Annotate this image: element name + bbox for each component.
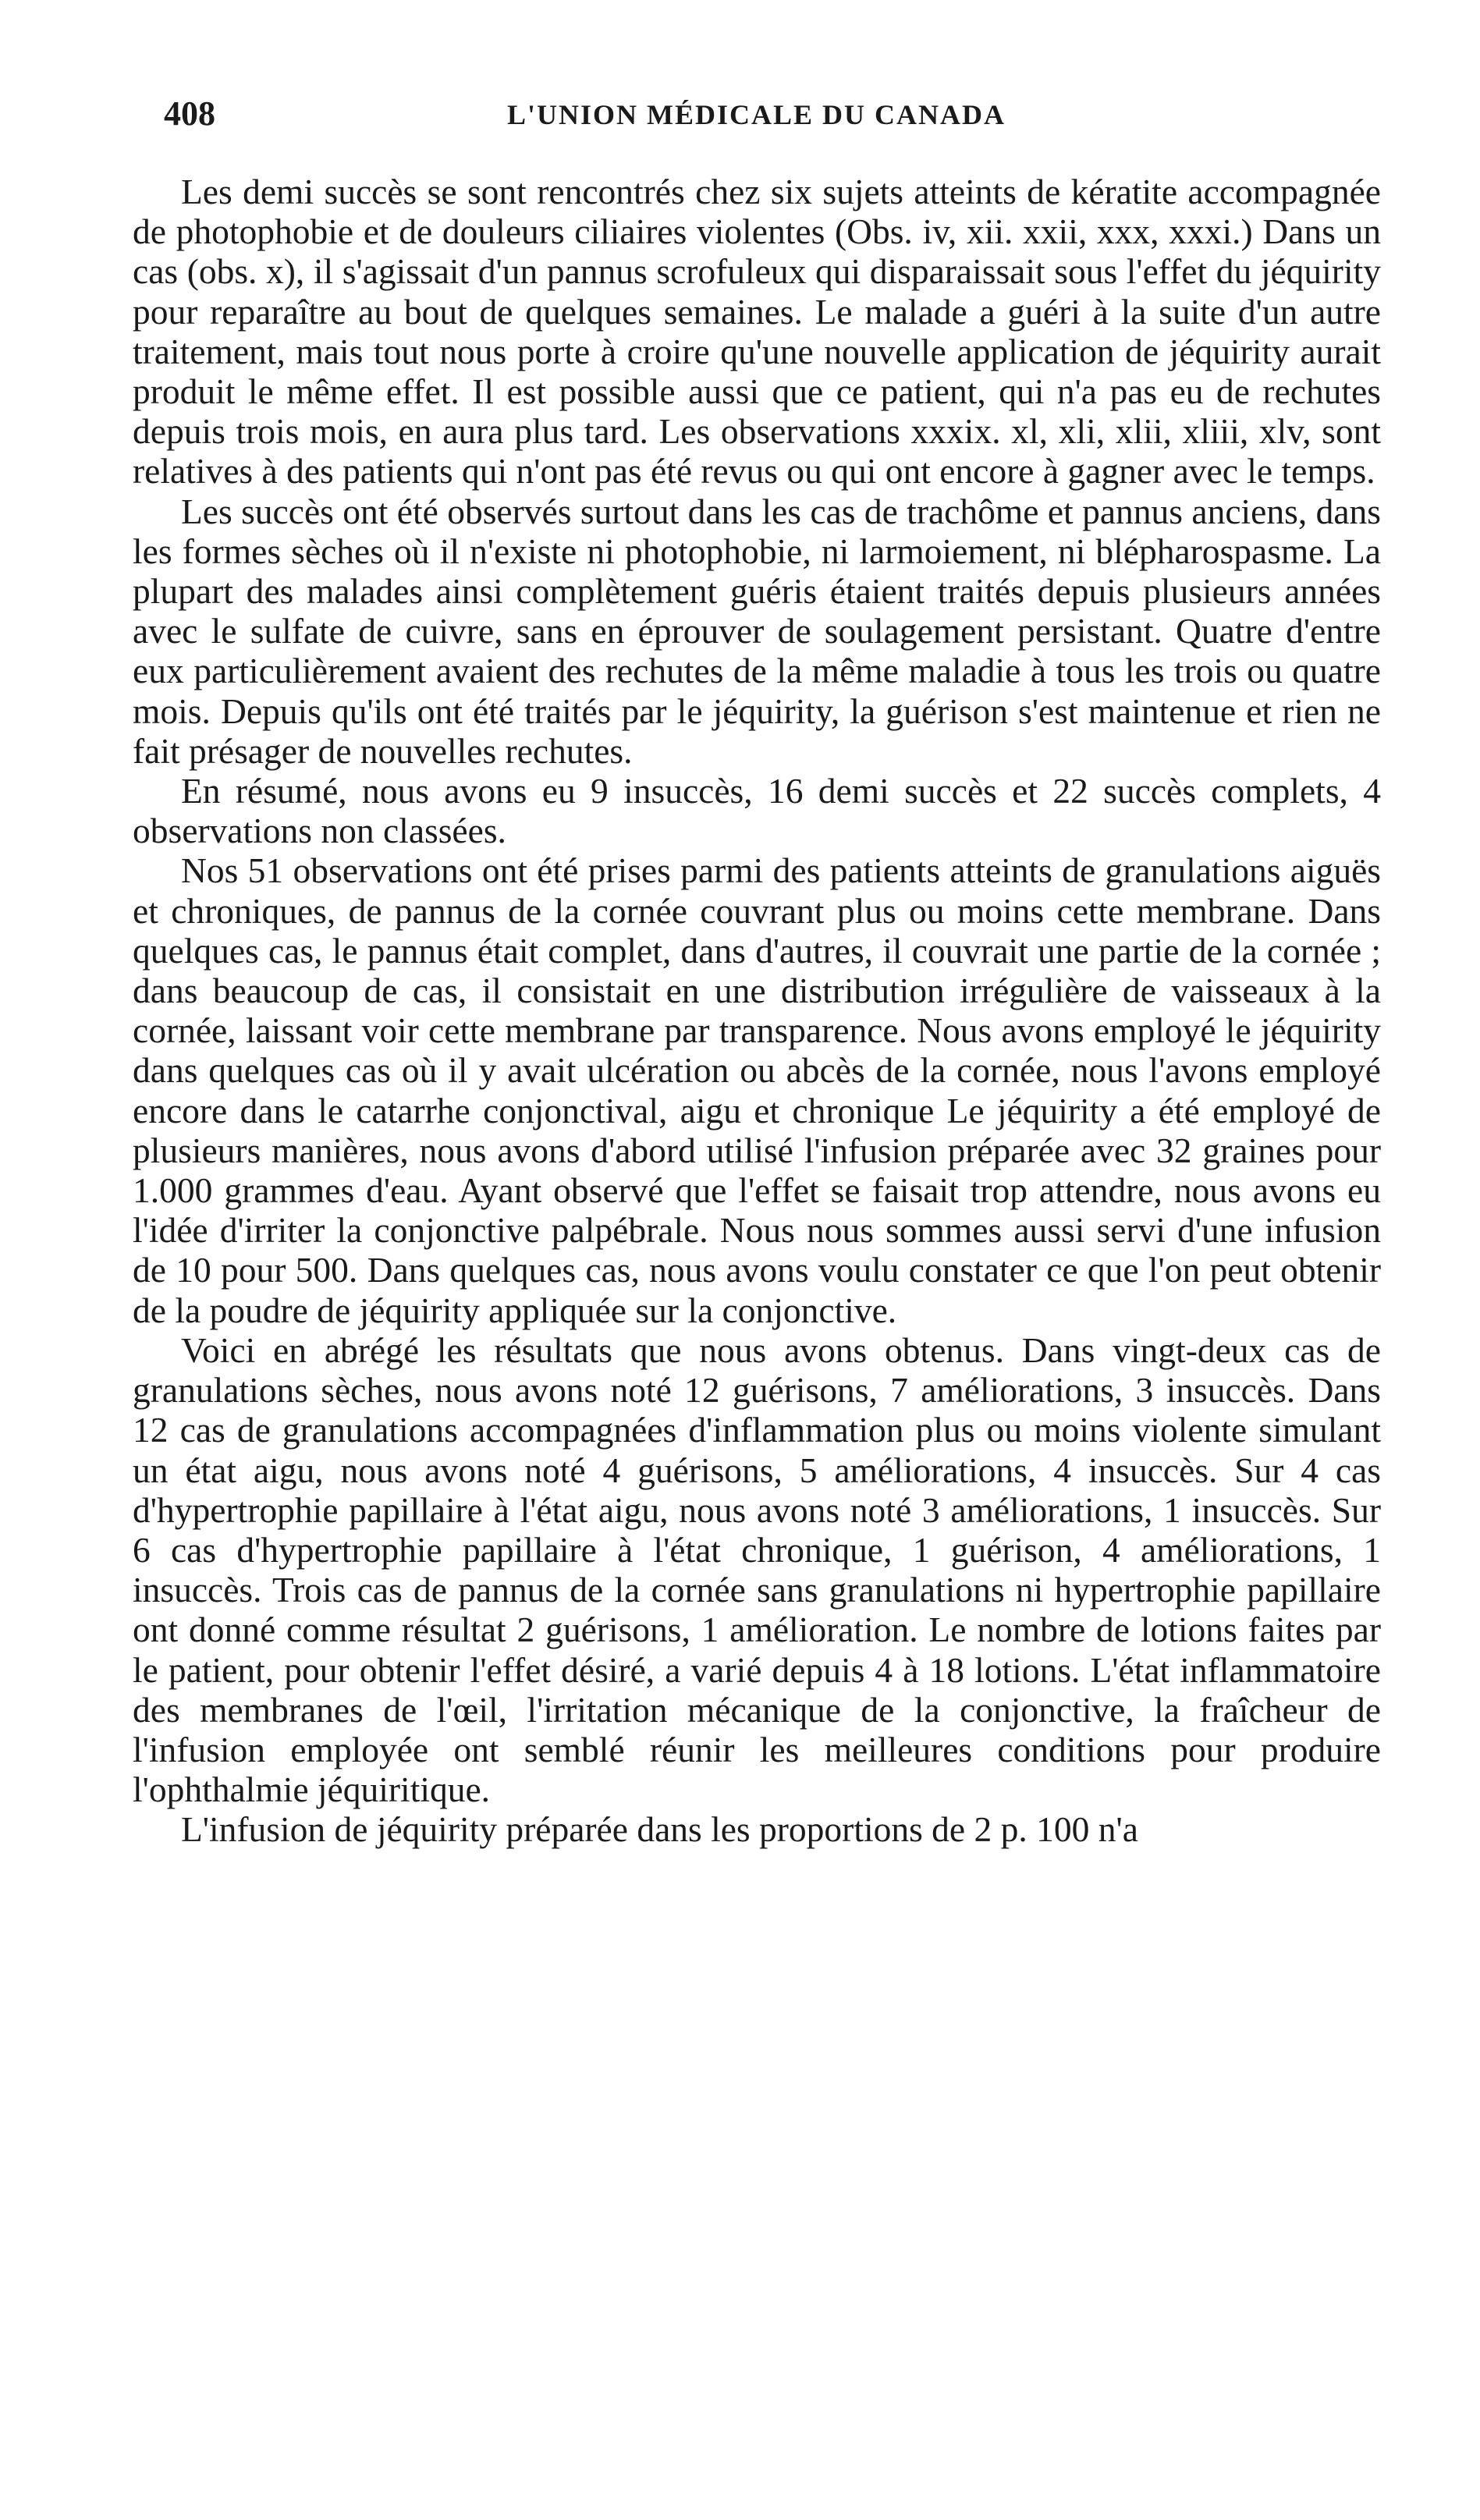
- paragraph-demi-succes: Les demi succès se sont rencontrés chez six sujets atteints de kératite accompagnée de photophobie et de douleurs ciliaires violentes (Obs. iv, xii. xxii, xxx, xxxi.) Dans un cas (obs. x), il s'agissait d'un pannus scrofuleux qui disparaissait sous l'effet du jéquirity pour reparaître au bout de quelques semaines. Le malade a guéri à la suite d'un autre traitement, mais tout nous porte à croire qu'une nouvelle application de jéquirity aurait produit le même effet. Il est possible aussi que ce patient, qui n'a pas eu de rechutes depuis trois mois, en aura plus tard. Les observations xxxix. xl, xli, xlii, xliii, xlv, sont relatives à des patients qui n'ont pas été revus ou qui ont encore à gagner avec le temps.: [133, 172, 1381, 492]
- body-text: [133, 172, 1381, 1850]
- paragraph-resultats: Voici en abrégé les résultats que nous avons obtenus. Dans vingt-deux cas de granulations sèches, nous avons noté 12 guérisons, 7 améliorations, 3 insuccès. Dans 12 cas de granulations accompagnées d'inflammation plus ou moins violente simulant un état aigu, nous avons noté 4 guérisons, 5 améliorations, 4 insuccès. Sur 4 cas d'hypertrophie papillaire à l'état aigu, nous avons noté 3 améliorations, 1 insuccès. Sur 6 cas d'hypertrophie papillaire à l'état chronique, 1 guérison, 4 améliorations, 1 insuccès. Trois cas de pannus de la cornée sans granulations ni hypertrophie papillaire ont donné comme résultat 2 guérisons, 1 amélioration. Le nombre de lotions faites par le patient, pour obtenir l'effet désiré, a varié depuis 4 à 18 lotions. L'état inflammatoire des membranes de l'œil, l'irritation mécanique de la conjonctive, la fraîcheur de l'infusion employée ont semblé réunir les meilleures conditions pour produire l'ophthalmie jéquiritique.: [133, 1329, 1381, 1810]
- running-title: L'UNION MÉDICALE DU CANADA: [507, 99, 1006, 130]
- paragraph-resume: En résumé, nous avons eu 9 insuccès, 16 demi succès et 22 succès complets, 4 observations non classées.: [133, 771, 1381, 851]
- page-header: [133, 94, 1381, 140]
- paragraph-succes: Les succès ont été observés surtout dans les cas de trachôme et pannus anciens, dans les formes sèches où il n'existe ni photophobie, ni larmoiement, ni blépharospasme. La plupart des malades ainsi complètement guéris étaient traités depuis plusieurs années avec le sulfate de cuivre, sans en éprouver de soulagement persistant. Quatre d'entre eux particulièrement avaient des rechutes de la même maladie à tous les trois ou quatre mois. Depuis qu'ils ont été traités par le jéquirity, la guérison s'est maintenue et rien ne fait présager de nouvelles rechutes.: [133, 491, 1381, 771]
- paragraph-infusion: L'infusion de jéquirity préparée dans les proportions de 2 p. 100 n'a: [181, 1809, 1138, 1850]
- page-number: 408: [164, 94, 215, 133]
- paragraph-observations: Nos 51 observations ont été prises parmi des patients atteints de granulations aiguës et chroniques, de pannus de la cornée couvrant plus ou moins cette membrane. Dans quelques cas, le pannus était complet, dans d'autres, il couvrait une partie de la cornée ; dans beaucoup de cas, il consistait en une distribution irrégulière de vaisseaux à la cornée, laissant voir cette membrane par transparence. Nous avons employé le jéquirity dans quelques cas où il y avait ulcération ou abcès de la cornée, nous l'avons employé encore dans le catarrhe conjonctival, aigu et chronique Le jéquirity a été employé de plusieurs manières, nous avons d'abord utilisé l'infusion préparée avec 32 graines pour 1.000 grammes d'eau. Ayant observé que l'effet se faisait trop attendre, nous avons eu l'idée d'irriter la conjonctive palpébrale. Nous nous sommes aussi servi d'une infusion de 10 pour 500. Dans quelques cas, nous avons voulu constater ce que l'on peut obtenir de la poudre de jéquirity appliquée sur la conjonctive.: [133, 850, 1381, 1330]
- document-page: [133, 94, 1381, 1850]
